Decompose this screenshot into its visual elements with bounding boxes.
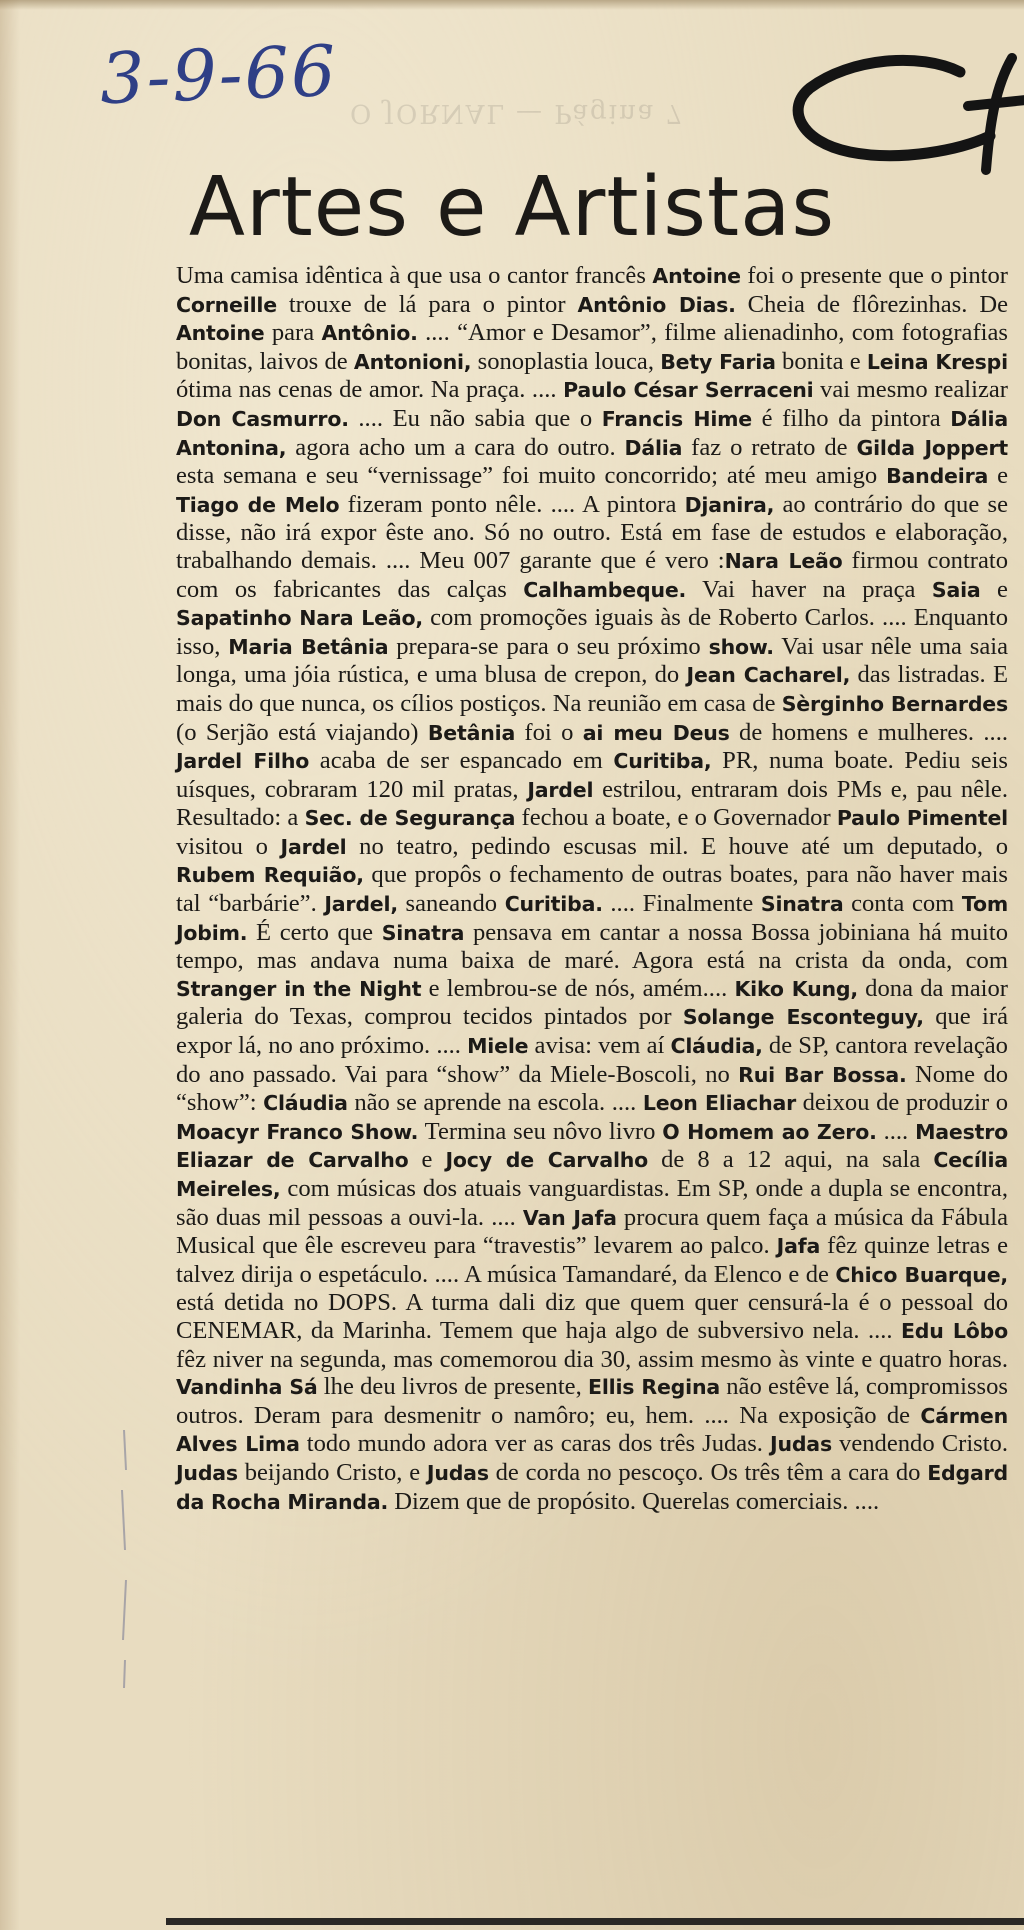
bold-name-run: Sinatra [760, 892, 844, 917]
bold-name-run: Antônio Dias. [577, 292, 736, 317]
text-run: fêz niver na segunda, mas comemorou dia 30, assim mesmo às vinte e quatro horas. [176, 1345, 1008, 1373]
text-run: não estêve lá, compromissos outros. Deram para desmenitr o namôro; eu, hem. .... Na exposição de [176, 1373, 1008, 1429]
text-run: deixou de produzir o [796, 1089, 1008, 1117]
article-body [176, 262, 1008, 1516]
text-run: dona da maior galeria do Texas, comprou tecidos pintados por [176, 974, 1008, 1031]
text-run: não se aprende na escola. .... [347, 1089, 643, 1117]
text-run: .... “Amor e Desamor”, filme alienadinho, com fotografias bonitas, laivos de [176, 319, 1008, 375]
text-run: vai mesmo realizar [813, 376, 1008, 404]
text-run: todo mundo adora ver as caras dos três Judas. [299, 1430, 771, 1458]
bold-name-run: Maestro Eliazar de Carvalho [176, 1119, 1008, 1173]
bold-name-run: Antoine [652, 264, 741, 288]
text-run: .... [876, 1117, 916, 1145]
bold-name-run: Cláudia, [670, 1034, 763, 1059]
bold-name-run: Saia [931, 577, 981, 602]
text-run: que propôs o fechamento de outras boates, para não haver mais tal “barbárie”. [176, 861, 1008, 918]
text-run: que irá expor lá, no ano próximo. .... [176, 1003, 1008, 1060]
bold-name-run: Leina Krespi [866, 349, 1008, 374]
text-run: sonoplastia louca, [471, 347, 661, 375]
text-run: trouxe de lá para o pintor [276, 290, 578, 318]
text-run: lhe deu livros de presente, [317, 1373, 589, 1401]
bold-name-run: O Homem ao Zero. [662, 1119, 877, 1144]
bold-name-run: Jocy de Carvalho [445, 1148, 649, 1173]
bold-name-run: Calhambeque. [523, 577, 687, 602]
bold-name-run: Sapatinho Nara Leão, [176, 606, 423, 631]
text-run: de 8 a 12 aqui, na sala [648, 1146, 934, 1174]
bold-name-run: Tom Jobim. [176, 892, 1009, 945]
text-run: Dizem que de propósito. Querelas comerciais. .... [388, 1487, 880, 1515]
bold-name-run: Van Jafa [522, 1205, 617, 1230]
bold-name-run: Rubem Requião, [176, 863, 364, 888]
bold-name-run: Jardel Filho [176, 749, 310, 774]
bold-name-run: Judas [426, 1460, 489, 1485]
bold-name-run: Cecília Meireles, [176, 1148, 1008, 1201]
text-run: pensava em cantar a nossa Bossa jobiniana há muito tempo, mas andava numa baixa de maré. Agora está na crista da onda, com [176, 918, 1009, 975]
article-title: Artes e Artistas [188, 160, 836, 255]
text-run: e [988, 462, 1008, 490]
text-run: avisa: vem aí [528, 1032, 671, 1060]
text-run: fechou a boate, e o Governador [515, 804, 837, 832]
bold-name-run: Sinatra [381, 920, 465, 945]
bold-name-run: Stranger in the Night [176, 976, 422, 1001]
text-run: faz o retrato de [682, 433, 857, 461]
bold-name-run: Don Casmurro. [176, 406, 349, 431]
text-run: procura quem faça a música da Fábula Musical que êle escreveu para “travestis” levarem ao palco. [176, 1203, 1008, 1260]
bold-name-run: Maria Betânia [228, 634, 389, 659]
bold-name-run: Antonioni, [353, 349, 472, 374]
bold-name-run: Judas [770, 1432, 832, 1457]
bold-name-run: Dália [624, 435, 683, 460]
bold-name-run: Jafa [776, 1234, 821, 1259]
text-run: conta com [843, 890, 962, 918]
text-run: com músicas dos atuais vanguardistas. Em SP, onde a dupla se encontra, são duas mil pessoas a ouvi-la. .... [176, 1175, 1008, 1231]
text-run: ao contrário do que se disse, não irá expor êste ano. Só no outro. Está em fase de estudos e elaboração, trabalhando demais. .... Meu 007 garante que é vero : [176, 490, 1008, 574]
text-run: e lembrou-se de nós, amém.... [421, 974, 735, 1002]
text-run: .... Finalmente [602, 890, 761, 918]
bold-name-run: Curitiba. [504, 892, 603, 917]
text-run: bonita e [775, 347, 867, 375]
clipping-top-edge [0, 0, 1024, 10]
bottom-rule [166, 1918, 1024, 1925]
bold-name-run: Vandinha Sá [176, 1375, 318, 1400]
bold-name-run: Cláudia [263, 1091, 348, 1116]
margin-pencil-marks [110, 1430, 140, 1690]
bleed-through-header: O JORNAL — Página 7 [350, 98, 685, 128]
handwritten-date: 3-9-66 [98, 29, 339, 121]
text-run: esta semana e seu “vernissage” foi muito concorrido; até meu amigo [176, 462, 887, 490]
text-run: e [980, 575, 1008, 603]
text-run: visitou o [176, 832, 281, 860]
text-run: agora acho um a cara do outro. [286, 433, 625, 461]
text-run: PR, numa boate. Pediu seis uísques, cobraram 120 mil pratas, [176, 747, 1008, 803]
bold-name-run: Leon Eliachar [642, 1091, 797, 1116]
bold-name-run: Ellis Regina [588, 1375, 720, 1400]
bold-name-run: Rui Bar Bossa. [738, 1062, 907, 1087]
text-run: fizeram ponto nêle. .... A pintora [339, 490, 685, 518]
text-run: saneando [397, 890, 505, 918]
text-run: está detida no DOPS. A turma dali diz que quem quer censurá-la é o pessoal do CENEMAR, da Marinha. Temem que haja algo de subversivo nela. .... [176, 1289, 1008, 1344]
text-run: foi o presente que o pintor [740, 262, 1008, 289]
text-run: .... Eu não sabia que o [348, 404, 602, 432]
text-run: Cheia de flôrezinhas. De [735, 290, 1008, 318]
bold-name-run: Antoine [176, 321, 265, 346]
text-run: acaba de ser espancado em [309, 747, 614, 775]
text-run: foi o [515, 718, 583, 746]
text-run: Uma camisa idêntica à que usa o cantor francês [176, 262, 653, 289]
bold-name-run: Betânia [427, 720, 516, 745]
bold-name-run: Edu Lôbo [901, 1318, 1008, 1343]
text-run: Vai usar nêle uma saia longa, uma jóia rústica, e uma blusa de crepon, do [176, 632, 1008, 689]
bold-name-run: Solange Esconteguy, [682, 1005, 924, 1030]
text-run: Termina seu nôvo livro [418, 1117, 663, 1145]
text-run: prepara-se para o seu próximo [388, 632, 709, 660]
bold-name-run: Bety Faria [660, 349, 776, 374]
bold-name-run: Tiago de Melo [176, 492, 340, 517]
bold-name-run: Edgard da Rocha Miranda. [176, 1460, 1008, 1514]
text-run: para [264, 319, 322, 347]
text-run: no teatro, pedindo escusas mil. E houve até um deputado, o [346, 832, 1008, 860]
bold-name-run: Judas [176, 1460, 238, 1485]
text-run: beijando Cristo, e [237, 1458, 427, 1486]
text-run: de SP, cantora revelação do ano passado. Vai para “show” da Miele-Boscoli, no [176, 1032, 1008, 1088]
text-run: Nome do “show”: [176, 1060, 1009, 1117]
bold-name-run: Jardel [527, 777, 594, 802]
text-run: Vai haver na praça [686, 575, 932, 603]
bold-name-run: Chico Buarque, [835, 1262, 1008, 1287]
text-run: vendendo Cristo. [831, 1430, 1008, 1458]
text-run: ótima nas cenas de amor. Na praça. .... [176, 376, 564, 404]
bold-name-run: Antônio. [321, 321, 418, 346]
text-run: é filho da pintora [752, 404, 951, 432]
bold-name-run: Gilda Joppert [856, 435, 1008, 460]
bold-name-run: Moacyr Franco Show. [176, 1119, 419, 1144]
text-run: de corda no pescoço. Os três têm a cara do [488, 1458, 928, 1486]
bold-name-run: Jardel [280, 834, 347, 859]
bold-name-run: Sec. de Segurança [304, 806, 516, 831]
bold-name-run: Francis Hime [601, 406, 753, 431]
bold-name-run: Jean Cacharel, [686, 663, 851, 688]
clipping-left-edge [0, 0, 20, 1930]
bold-name-run: Nara Leão [724, 548, 843, 573]
text-run: É certo que [247, 918, 382, 946]
bold-name-run: Paulo Pimentel [836, 806, 1008, 831]
bold-name-run: ai meu Deus [582, 720, 730, 745]
text-run: e [408, 1146, 446, 1174]
bold-name-run: Curitiba, [613, 749, 712, 774]
bold-name-run: Bandeira [886, 464, 989, 489]
bold-name-run: Sèrginho Bernardes [781, 691, 1008, 716]
bold-name-run: Kiko Kung, [734, 976, 858, 1001]
text-run: (o Serjão está viajando) [176, 718, 428, 746]
text-run: firmou contrato com os fabricantes das calças [176, 546, 1009, 603]
bold-name-run: Cármen Alves Lima [176, 1403, 1008, 1457]
bold-name-run: Miele [467, 1034, 529, 1059]
text-run: de homens e mulheres. .... [729, 718, 1009, 746]
bold-name-run: Paulo César Serraceni [563, 378, 814, 403]
bold-name-run: Jardel, [324, 892, 398, 917]
bold-name-run: Dália Antonina, [176, 406, 1008, 460]
bold-name-run: Djanira, [684, 492, 775, 517]
bold-name-run: show. [708, 634, 774, 659]
bold-name-run: Corneille [176, 292, 277, 317]
text-run: estrilou, entraram dois PMs e, pau nêle. Resultado: a [176, 775, 1008, 832]
text-run: das listradas. E mais do que nunca, os cílios postiços. Na reunião em casa de [176, 661, 1008, 717]
text-run: com promoções iguais às de Roberto Carlos. .... Enquanto isso, [176, 604, 1008, 660]
text-run: fêz quinze letras e talvez dirija o espetáculo. .... A música Tamandaré, da Elenco e de [176, 1232, 1008, 1288]
